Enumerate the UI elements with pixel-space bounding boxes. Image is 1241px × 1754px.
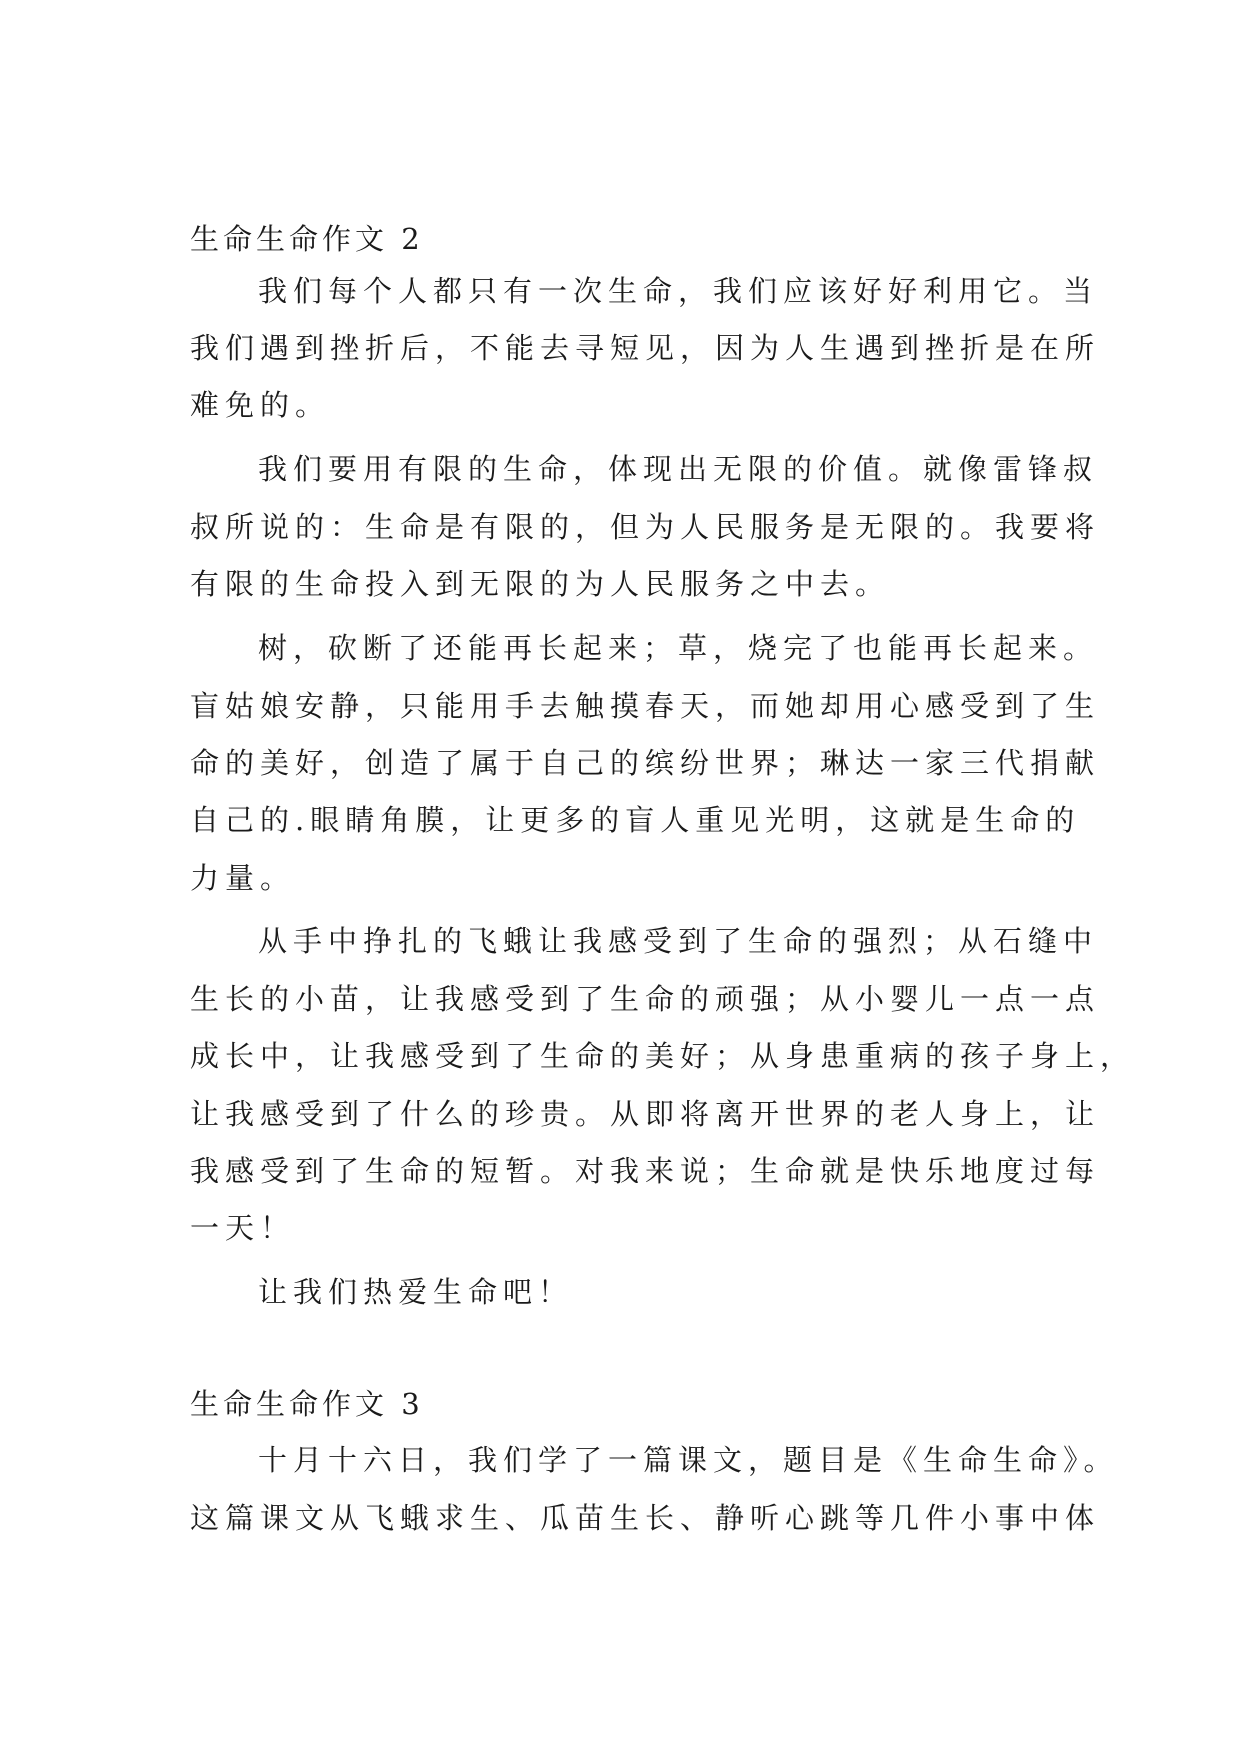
paragraph-line: 力量。 [190, 861, 296, 895]
paragraph-line: 一天！ [190, 1211, 296, 1245]
paragraph-line: 树，砍断了还能再长起来；草，烧完了也能再长起来。 [258, 631, 1099, 665]
paragraph-line: 我们要用有限的生命，体现出无限的价值。就像雷锋叔 [258, 452, 1099, 486]
paragraph-line: 叔所说的：生命是有限的，但为人民服务是无限的。我要将 [190, 510, 1101, 544]
paragraph-line: 我们每个人都只有一次生命，我们应该好好利用它。当 [258, 274, 1099, 308]
paragraph-line: 生长的小苗，让我感受到了生命的顽强；从小婴儿一点一点 [190, 982, 1101, 1016]
paragraph-line: 有限的生命投入到无限的为人民服务之中去。 [190, 567, 891, 601]
paragraph-line: 从手中挣扎的飞蛾让我感受到了生命的强烈；从石缝中 [258, 924, 1099, 958]
paragraph-line: 难免的。 [190, 388, 331, 422]
paragraph-line: 我们遇到挫折后，不能去寻短见，因为人生遇到挫折是在所 [190, 331, 1101, 365]
section-title: 生命生命作文 3 [190, 1387, 424, 1421]
paragraph-line: 这篇课文从飞蛾求生、瓜苗生长、静听心跳等几件小事中体 [190, 1501, 1101, 1535]
paragraph-line: 让我感受到了什么的珍贵。从即将离开世界的老人身上，让 [190, 1097, 1101, 1131]
paragraph-line: 十月十六日，我们学了一篇课文，题目是《生命生命》。 [258, 1443, 1119, 1477]
paragraph-line: 自己的.眼睛角膜，让更多的盲人重见光明，这就是生命的 [190, 803, 1081, 837]
paragraph-line: 命的美好，创造了属于自己的缤纷世界；琳达一家三代捐献 [190, 746, 1101, 780]
paragraph-line: 成长中，让我感受到了生命的美好；从身患重病的孩子身上， [190, 1039, 1136, 1073]
paragraph-line: 让我们热爱生命吧！ [258, 1275, 574, 1309]
paragraph-line: 我感受到了生命的短暂。对我来说；生命就是快乐地度过每 [190, 1154, 1101, 1188]
paragraph-line: 盲姑娘安静，只能用手去触摸春天，而她却用心感受到了生 [190, 689, 1101, 723]
section-title: 生命生命作文 2 [190, 222, 424, 256]
